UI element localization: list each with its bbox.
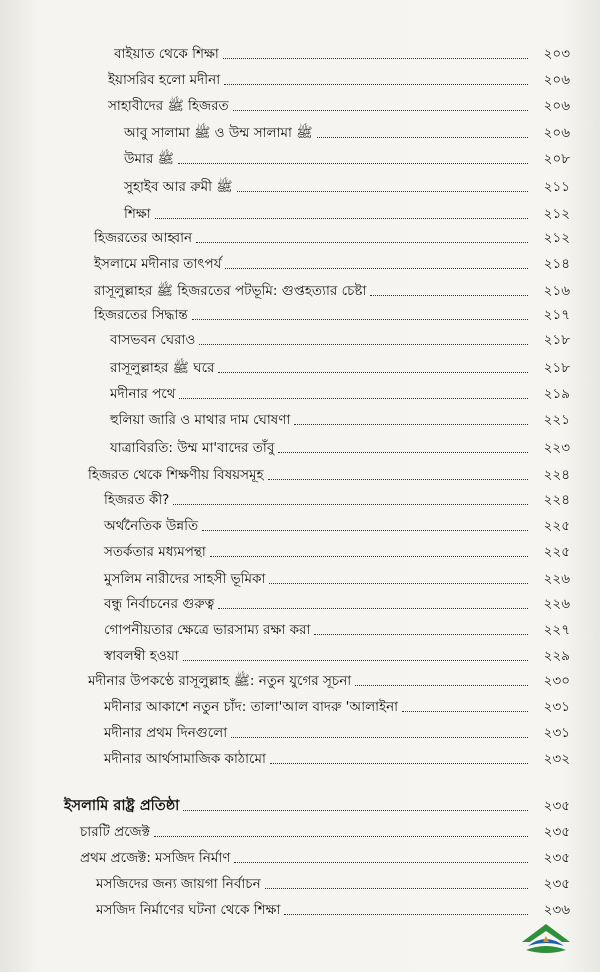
toc-entry [94, 299, 570, 323]
toc-entry-page: ২২৬ [543, 571, 570, 587]
dot-leader [284, 914, 528, 915]
toc-entry-title: হিজরত কী? [104, 492, 170, 508]
toc-entry-page: ২২৫ [543, 518, 570, 534]
toc-entry-title: সাহাবীদের ﷺ হিজরত [108, 98, 229, 114]
toc-entry-page: ২১১ [543, 179, 570, 195]
dot-leader [237, 191, 528, 192]
toc-entry-page: ২০৮ [543, 151, 570, 167]
dot-leader [233, 110, 528, 111]
toc-entry-page: ২০৬ [543, 98, 570, 114]
toc-entry-title: রাসূলুল্লাহর ﷺ ঘরে [110, 360, 215, 376]
toc-entry-title: মসজিদ নির্মাণের ঘটনা থেকে শিক্ষা [96, 902, 281, 918]
dot-leader [402, 711, 528, 712]
toc-entry-page: ২২৯ [543, 648, 570, 664]
toc-entry-page: ২১২ [543, 206, 570, 222]
toc-entry-page: ২০৬ [543, 72, 570, 88]
dot-leader [231, 737, 528, 738]
toc-entry-title: শিক্ষা [124, 206, 151, 222]
toc-entry-page: ২১৮ [543, 360, 570, 376]
toc-entry [104, 588, 570, 612]
toc-entry [96, 868, 570, 892]
toc-entry-title: রাসূলুল্লাহর ﷺ হিজরতের পটভূমি: গুপ্তহত্যার চেষ্টা [94, 283, 367, 299]
toc-entry-page: ২১৬ [543, 283, 570, 299]
toc-entry-page: ২১৯ [543, 386, 570, 402]
toc-entry-title: বাসভবন ঘেরাও [110, 332, 196, 348]
toc-entry-page: ২৩৫ [543, 876, 570, 892]
toc-entry-page: ২১৮ [543, 332, 570, 348]
dot-leader [278, 452, 528, 453]
dot-leader [202, 530, 528, 531]
toc-entry [104, 691, 570, 715]
toc-entry-title: আবু সালামা ﷺ ও উম্ম সালামা ﷺ [124, 125, 313, 141]
toc-entry-title: উমার ﷺ [124, 151, 174, 167]
dot-leader [183, 660, 528, 661]
dot-leader [314, 634, 528, 635]
logo-base-shape [526, 946, 566, 953]
dot-leader [192, 319, 528, 320]
toc-entry [80, 842, 570, 866]
dot-leader [155, 218, 528, 219]
toc-entry-page: ২২৪ [543, 492, 570, 508]
toc-entry-title: মদীনার আর্থসামাজিক কাঠামো [104, 751, 266, 767]
dot-leader [234, 862, 528, 863]
dot-leader [265, 888, 528, 889]
dot-leader [268, 479, 528, 480]
toc-entry [104, 510, 570, 534]
toc-entry-title: বন্ধু নির্বাচনের গুরুত্ব [104, 596, 215, 612]
toc-entry-page: ২৩১ [543, 699, 570, 715]
toc-entry-page: ২২৬ [543, 596, 570, 612]
toc-entry-page: ২২৩ [543, 440, 570, 456]
toc-entry-title: সুহাইব আর রুমী ﷺ [124, 179, 233, 195]
dot-leader [210, 556, 528, 557]
dot-leader [223, 58, 528, 59]
dot-leader [199, 344, 528, 345]
dot-leader [270, 763, 528, 764]
toc-entry-page: ২৩২ [543, 751, 570, 767]
toc-entry-title: স্বাবলম্বী হওয়া [104, 648, 179, 664]
toc-entry [110, 432, 570, 456]
toc-entry-page: ২০৩ [543, 46, 570, 62]
toc-entry [104, 614, 570, 638]
dot-leader [224, 84, 528, 85]
toc-entry-title: হিজরতের সিদ্ধান্ত [94, 307, 188, 323]
toc-entry [94, 248, 570, 272]
toc-entry-title: ইসলামি রাষ্ট্র প্রতিষ্ঠা [64, 798, 180, 814]
dot-leader [269, 583, 528, 584]
toc-entry-page: ২৩০ [543, 673, 570, 689]
dot-leader [317, 137, 528, 138]
toc-entry-title: হিজরত থেকে শিক্ষণীয় বিষয়সমূহ [88, 467, 264, 483]
toc-entry-title: ইসলামে মদীনার তাৎপর্য [94, 256, 222, 272]
toc-entry [124, 171, 570, 195]
toc-entry-title: মদীনার প্রথম দিনগুলো [104, 725, 228, 741]
toc-entry-page: ২৩৫ [543, 850, 570, 866]
toc-entry-page: ২৩৬ [543, 902, 570, 918]
toc-entry [108, 64, 570, 88]
toc-entry-page: ২৩৫ [543, 824, 570, 840]
dot-leader [179, 398, 528, 399]
toc-entry-title: প্রথম প্রজেক্ট: মসজিদ নির্মাণ [80, 850, 231, 866]
dot-leader [218, 372, 528, 373]
toc-entry-title: চারটি প্রজেক্ট [80, 824, 150, 840]
toc-entry [110, 404, 570, 428]
toc-entry [104, 563, 570, 587]
dot-leader [225, 268, 528, 269]
toc-entry [108, 90, 570, 114]
toc-entry [124, 143, 570, 167]
toc-entry-page: ২০৬ [543, 125, 570, 141]
toc-entry-title: মদীনার উপকণ্ঠে রাসূলুল্লাহ ﷺ: নতুন যুগের সূচনা [88, 673, 352, 689]
toc-entry [96, 894, 570, 918]
dot-leader [218, 608, 528, 609]
toc-entry-title: অর্থনৈতিক উন্নতি [104, 518, 199, 534]
toc-entry-page: ২২৭ [543, 622, 570, 638]
toc-entry-page: ২১৭ [543, 307, 570, 323]
toc-entry [104, 743, 570, 767]
toc-entry-page: ২১২ [543, 230, 570, 246]
toc-entry [110, 324, 570, 348]
dot-leader [178, 163, 528, 164]
publisher-logo-icon [516, 912, 576, 962]
toc-entry-title: মদীনার আকাশে নতুন চাঁদ: তালা'আল বাদরু 'আলাইনা [104, 699, 399, 715]
toc-entry-page: ২২৫ [543, 544, 570, 560]
toc-entry [80, 816, 570, 840]
toc-entry-title: ইয়াসরিব হলো মদীনা [108, 72, 221, 88]
toc-entry [110, 378, 570, 402]
dot-leader [370, 295, 528, 296]
toc-entry-title: সতর্কতার মধ্যমপন্থা [104, 544, 206, 560]
toc-entry [94, 222, 570, 246]
toc-entry [124, 198, 570, 222]
toc-entry-page: ২২১ [543, 412, 570, 428]
dot-leader [173, 504, 528, 505]
toc-entry-title: হিজরতের আহ্বান [94, 230, 193, 246]
toc-entry-title: গোপনীয়তার ক্ষেত্রে ভারসাম্য রক্ষা করা [104, 622, 311, 638]
toc-entry-page: ২২৪ [543, 467, 570, 483]
toc-entry-page: ২৩১ [543, 725, 570, 741]
toc-entry-page: ২১৪ [543, 256, 570, 272]
dot-leader [355, 685, 528, 686]
toc-entry [104, 640, 570, 664]
toc-entry [104, 484, 570, 508]
toc-entry [104, 536, 570, 560]
toc-entry-title: বাইয়াত থেকে শিক্ষা [114, 46, 219, 62]
toc-entry-title: মুসলিম নারীদের সাহসী ভূমিকা [104, 571, 266, 587]
toc-chapter-heading [64, 790, 570, 814]
toc-entry [124, 117, 570, 141]
toc-entry-title: মদীনার পথে [110, 386, 176, 402]
toc-entry [104, 717, 570, 741]
toc-entry [114, 38, 570, 62]
toc-entry-page: ২৩৫ [543, 798, 570, 814]
toc-entry-title: হুলিয়া জারি ও মাথার দাম ঘোষণা [110, 412, 291, 428]
dot-leader [183, 810, 528, 811]
toc-entry [94, 275, 570, 299]
toc-entry-title: মসজিদের জন্য জায়গা নির্বাচন [96, 876, 261, 892]
logo-flame-shape [543, 936, 549, 942]
toc-entry-title: যাত্রাবিরতি: উম্ম মা'বাদের তাঁবু [110, 440, 275, 456]
dot-leader [196, 242, 528, 243]
dot-leader [154, 836, 528, 837]
dot-leader [294, 424, 528, 425]
toc-entry [88, 665, 570, 689]
toc-entry [88, 459, 570, 483]
toc-entry [110, 352, 570, 376]
